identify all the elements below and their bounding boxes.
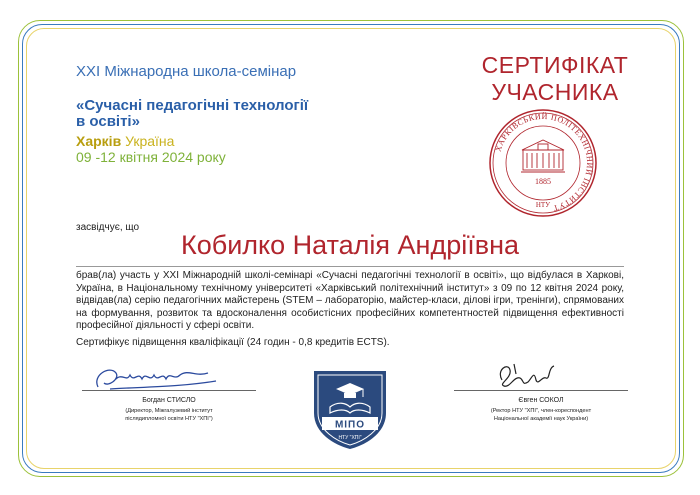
- signature-line-left: [82, 390, 256, 391]
- certifies-label: засвідчує, що: [76, 222, 140, 233]
- signature-left-icon: [90, 357, 220, 393]
- seal-bottom-text: НТУ: [535, 201, 551, 209]
- certificate-title-line1: СЕРТИФІКАТ: [481, 52, 629, 78]
- mipo-logo-icon: [308, 367, 392, 451]
- city-bold: Харків: [76, 133, 122, 149]
- signatory-right-title-line2: Національної академії наук України): [493, 416, 589, 422]
- country-text: Україна: [121, 133, 175, 149]
- logo-subtext: НТУ "ХПІ": [338, 435, 362, 441]
- name-underline: [76, 266, 624, 267]
- signature-line-right: [454, 390, 628, 391]
- seal-year: 1885: [535, 177, 551, 186]
- signatory-right-name: Євген СОКОЛ: [518, 397, 564, 404]
- school-topic: «Сучасні педагогічні технології в освіті»: [76, 97, 309, 130]
- signature-right-icon: [492, 358, 558, 392]
- school-dates: 09 -12 квітня 2024 року: [76, 149, 226, 165]
- signatory-left-name: Богдан СТИСЛО: [142, 397, 196, 404]
- signatory-right-title-line1: (Ректор НТУ "ХПІ", член-кореспондент: [490, 408, 592, 414]
- signatory-left-title: [84, 407, 254, 423]
- recipient-name: Кобилко Наталія Андріївна: [180, 230, 519, 260]
- qualification-text: Сертифікує підвищення кваліфікації (24 годин - 0,8 кредитів ECTS).: [76, 337, 390, 348]
- svg-text:ХАРКІВСЬКИЙ ПОЛІТЕХНІЧНИЙ ІНСТ: [494, 112, 594, 213]
- logo-text: МІПО: [334, 419, 366, 431]
- signatory-left-title-line2: післядипломної освіти НТУ "ХПІ"): [125, 416, 213, 422]
- certificate-title: [470, 52, 640, 106]
- school-name: XXI Міжнародна школа-семінар: [76, 63, 297, 80]
- university-seal-icon: [488, 108, 598, 218]
- signatory-left-title-line1: (Директор, Міжгалузевий інститут: [125, 408, 213, 414]
- certificate-title-line2: УЧАСНИКА: [491, 79, 619, 105]
- signatory-right-title: [456, 407, 626, 423]
- school-city: [76, 134, 174, 149]
- certificate-body: брав(ла) участь у XXI Міжнародній школі-семінарі «Сучасні педагогічні технології в освіті», що відбулася в Харкові, Україна, в Національному технічному університеті «Харківський політехнічний інститут» з 09 по 12 квітня 2024 року, відвідав(ла) серію педагогічних майстерень (STEM – лабораторію, майстер-класи, ділові ігри, тренінги), спрямованих на формування, розвиток та вдосконалення особистісних професійних компетентностей підвищення ефективності професійної діяльності у сфері освіти.: [76, 270, 624, 332]
- seal-ring-text: ХАРКІВСЬКИЙ ПОЛІТЕХНІЧНИЙ ІНСТИТУТ: [493, 111, 595, 213]
